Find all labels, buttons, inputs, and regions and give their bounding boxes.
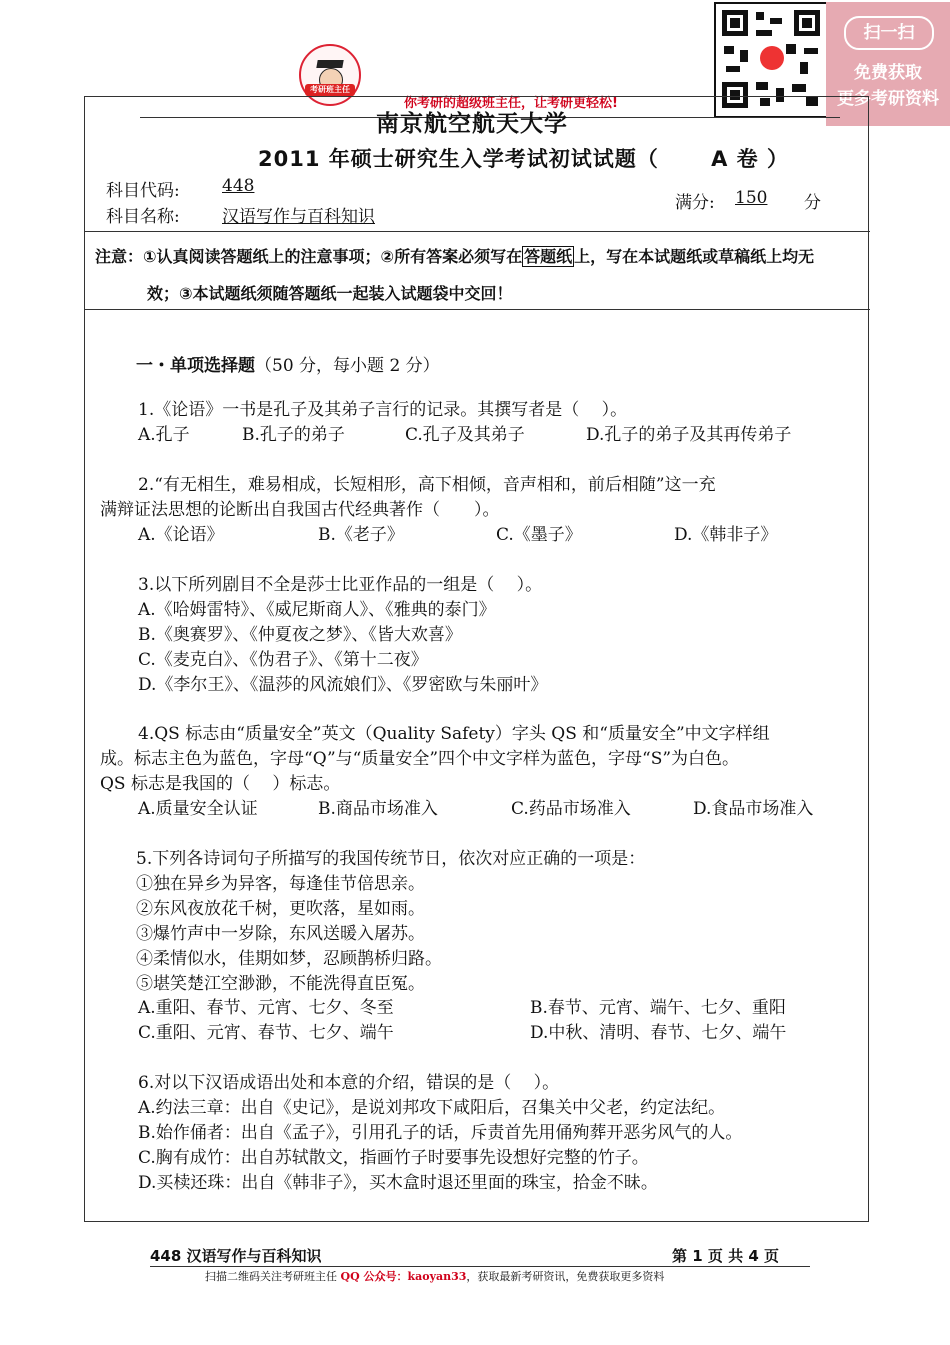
q2-option-d: D.《韩非子》 <box>674 525 778 545</box>
exam-title: 2011 年硕士研究生入学考试初试试题（ A 卷 ） <box>258 147 789 171</box>
footer-subject: 448 汉语写作与百科知识 <box>150 1247 322 1265</box>
q5-verse-4: ④柔情似水，佳期如梦，忍顾鹊桥归路。 <box>136 949 442 969</box>
q3-option-b: B.《奥赛罗》、《仲夏夜之梦》、《皆大欢喜》 <box>138 625 462 645</box>
question-4 <box>100 722 770 797</box>
section-heading <box>136 351 440 376</box>
q3-option-d: D.《李尔王》、《温莎的风流娘们》、《罗密欧与朱丽叶》 <box>138 675 548 695</box>
divider-top <box>84 231 870 232</box>
question-4-stem-1: 4.QS 标志由“质量安全”英文（Quality Safety）字头 QS 和“质量安全”中文字样组 <box>138 724 770 744</box>
question-5-stem: 5.下列各诗词句子所描写的我国传统节日，依次对应正确的一项是： <box>136 849 646 869</box>
section-note: （50 分，每小题 2 分） <box>255 356 440 376</box>
question-2 <box>100 473 716 523</box>
full-score: 150 <box>735 188 768 208</box>
footer-promo-b: ，获取最新考研资讯，免费获取更多资料 <box>466 1270 665 1283</box>
q5-verse-5: ⑤堪笑楚江空渺渺，不能洗得直臣冤。 <box>136 974 425 994</box>
q6-option-a: A.约法三章：出自《史记》，是说刘邦攻下咸阳后，召集关中父老，约定法纪。 <box>138 1098 726 1118</box>
notice-prefix: 注意：①认真阅读答题纸上的注意事项；②所有答案必须写在 <box>95 247 523 266</box>
q3-option-c: C.《麦克白》、《伪君子》、《第十二夜》 <box>138 650 428 670</box>
q4-option-d: D.食品市场准入 <box>693 799 814 819</box>
question-2-options <box>138 523 858 548</box>
q5-verse-1: ①独在异乡为异客，每逢佳节倍思亲。 <box>136 874 425 894</box>
footer-promo-qq: QQ 公众号：kaoyan33 <box>340 1270 467 1283</box>
question-6 <box>138 1071 742 1196</box>
q1-option-d: D.孔子的弟子及其再传弟子 <box>586 425 792 445</box>
question-2-stem-2: 满辩证法思想的论断出自我国古代经典著作（ ）。 <box>100 500 500 520</box>
slogan: 你考研的超级班主任，让考研更轻松! <box>404 96 618 111</box>
divider-bottom <box>84 309 870 310</box>
footer-promo <box>205 1268 664 1284</box>
q5-option-d: D.中秋、清明、春节、七夕、端午 <box>530 1023 787 1043</box>
logo-text: 考研班主任 <box>310 85 350 94</box>
q2-option-b: B.《老子》 <box>318 525 404 545</box>
promo-line-1: 免费获取 <box>854 63 922 83</box>
subject-code-label: 科目代码: <box>106 181 180 201</box>
footer-page: 第 1 页 共 4 页 <box>672 1247 779 1265</box>
question-5-options <box>138 996 858 1046</box>
question-5 <box>136 847 645 997</box>
section-title: 一・单项选择题 <box>136 356 255 376</box>
footer-rule <box>150 1266 810 1267</box>
notice <box>95 238 865 312</box>
question-4-options <box>138 797 858 822</box>
notice-boxed: 答题纸 <box>524 247 573 266</box>
q2-option-c: C.《墨子》 <box>496 525 582 545</box>
question-3-stem: 3.以下所列剧目不全是莎士比亚作品的一组是（ ）。 <box>138 575 543 595</box>
question-6-stem: 6.对以下汉语成语出处和本意的介绍，错误的是（ ）。 <box>138 1073 560 1093</box>
q6-option-b: B.始作俑者：出自《孟子》，引用孔子的话，斥责首先用俑殉葬开恶劣风气的人。 <box>138 1123 743 1143</box>
full-score-label: 满分: <box>675 193 715 213</box>
notice-line-2: 效；③本试题纸须随答题纸一起装入试题袋中交回！ <box>147 284 513 303</box>
q4-option-a: A.质量安全认证 <box>138 799 258 819</box>
question-3 <box>138 573 547 698</box>
q1-option-a: A.孔子 <box>138 425 190 445</box>
question-2-stem-1: 2.“有无相生，难易相成，长短相形，高下相倾，音声相和，前后相随”这一充 <box>138 475 716 495</box>
q5-verse-2: ②东风夜放花千树，更吹落，星如雨。 <box>136 899 425 919</box>
q5-verse-3: ③爆竹声中一岁除，东风送暖入屠苏。 <box>136 924 425 944</box>
q1-option-c: C.孔子及其弟子 <box>405 425 525 445</box>
question-1-stem: 1.《论语》一书是孔子及其弟子言行的记录。其撰写者是（ ）。 <box>138 400 628 420</box>
q1-option-b: B.孔子的弟子 <box>242 425 345 445</box>
q6-option-c: C.胸有成竹：出自苏轼散文，指画竹子时要事先设想好完整的竹子。 <box>138 1148 649 1168</box>
q4-option-c: C.药品市场准入 <box>511 799 631 819</box>
q6-option-d: D.买椟还珠：出自《韩非子》，买木盒时退还里面的珠宝，拾金不昧。 <box>138 1173 658 1193</box>
footer-promo-a: 扫描二维码关注考研班主任 <box>205 1270 337 1283</box>
question-4-stem-2: 成。标志主色为蓝色，字母“Q”与“质量安全”四个中文字样为蓝色，字母“S”为白色。 <box>100 749 740 769</box>
notice-suffix: 上，写在本试题纸或草稿纸上均无 <box>574 247 815 266</box>
q5-option-b: B.春节、元宵、端午、七夕、重阳 <box>530 998 786 1018</box>
full-score-unit: 分 <box>804 193 821 213</box>
q5-option-c: C.重阳、元宵、春节、七夕、端午 <box>138 1023 394 1043</box>
subject-name: 汉语写作与百科知识 <box>222 207 375 227</box>
promo-line-2: 更多考研资料 <box>837 89 939 109</box>
q3-option-a: A.《哈姆雷特》、《威尼斯商人》、《雅典的泰门》 <box>138 600 496 620</box>
subject-code: 448 <box>222 176 255 196</box>
q5-option-a: A.重阳、春节、元宵、七夕、冬至 <box>138 998 394 1018</box>
q2-option-a: A.《论语》 <box>138 525 224 545</box>
q4-option-b: B.商品市场准入 <box>318 799 438 819</box>
subject-name-label: 科目名称: <box>106 207 180 227</box>
university-name: 南京航空航天大学 <box>376 111 568 137</box>
question-4-stem-3: QS 标志是我国的（ ）标志。 <box>100 774 341 794</box>
question-1-options <box>138 423 858 448</box>
graduation-cap-icon <box>316 60 343 68</box>
question-1 <box>138 398 627 423</box>
promo-scan-label: 扫一扫 <box>844 16 934 50</box>
